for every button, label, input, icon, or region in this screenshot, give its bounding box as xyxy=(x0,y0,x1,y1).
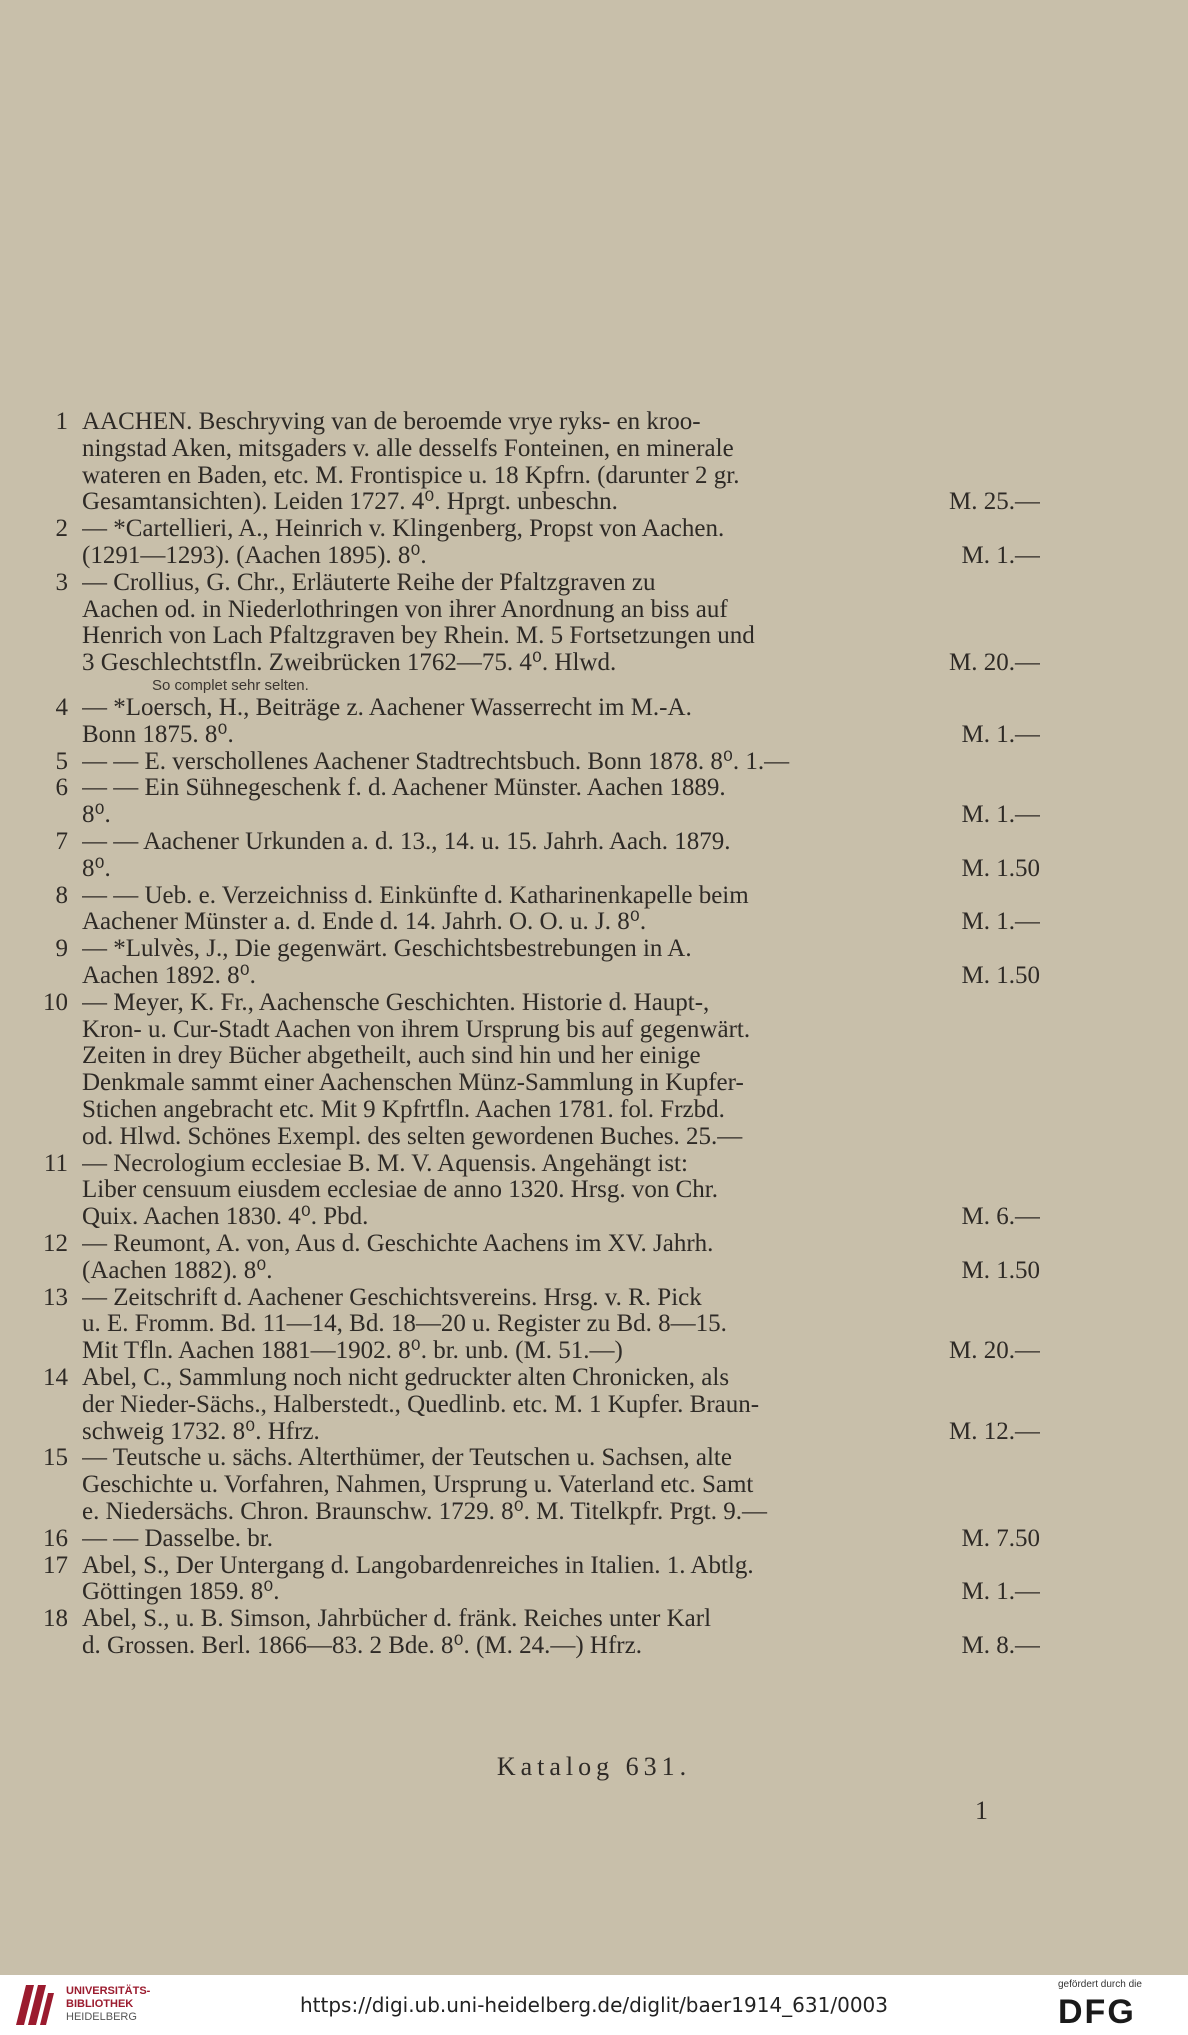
entry-text: Abel, S., u. B. Simson, Jahrbücher d. fränk. Reiches unter Karl xyxy=(82,1605,712,1633)
entry-line xyxy=(82,1418,1040,1445)
entry-price: M. 12.— xyxy=(949,1417,1040,1445)
entry-line xyxy=(82,1632,1040,1659)
entry-number: 12 xyxy=(43,1230,68,1257)
entry-number: 6 xyxy=(55,774,68,802)
entry-line xyxy=(82,622,1040,649)
entry-line xyxy=(82,989,1040,1016)
entry-price: M. 1.50 xyxy=(961,961,1040,989)
entry-text: AACHEN. Beschryving van de beroemde vrye ryks- en kroo- xyxy=(82,408,701,435)
entry-line xyxy=(82,908,1040,935)
entry-price: M. 7.50 xyxy=(961,1524,1040,1552)
entry-text: — *Loersch, H., Beiträge z. Aachener Wasserrecht im M.-A. xyxy=(82,694,692,721)
sponsor-caption: gefördert durch die xyxy=(1058,1979,1142,1990)
entry-text: — Necrologium ecclesiae B. M. V. Aquensis. Angehängt ist: xyxy=(82,1149,688,1177)
entry-text: Henrich von Lach Pfaltzgraven bey Rhein. M. 5 Fortsetzungen und xyxy=(82,622,755,650)
entry-line xyxy=(82,694,1040,721)
entry-line xyxy=(82,408,1040,435)
entry-text: — — Aachener Urkunden a. d. 13., 14. u. 15. Jahrh. Aach. 1879. xyxy=(82,828,731,855)
entry-line xyxy=(82,1123,1040,1150)
entry-price: M. 1.50 xyxy=(961,854,1040,882)
entry-price: M. 1.— xyxy=(961,1578,1040,1606)
entry-line xyxy=(82,542,1040,569)
entry-text: schweig 1732. 8⁰. Hfrz. xyxy=(82,1417,320,1445)
entry-line xyxy=(82,462,1040,489)
entry-text: Aachen 1892. 8⁰. xyxy=(82,961,256,989)
library-name-line3: HEIDELBERG xyxy=(66,2011,137,2023)
entry-line xyxy=(82,828,1040,855)
entry-text: — *Lulvès, J., Die gegenwärt. Geschichtsbestrebungen in A. xyxy=(82,935,692,963)
permalink-url[interactable]: https://digi.ub.uni-heidelberg.de/diglit/baer1914_631/0003 xyxy=(300,1993,888,2017)
entry-line xyxy=(82,1230,1040,1257)
entry-text: e. Niedersächs. Chron. Braunschw. 1729. 8⁰. M. Titelkpfr. Prgt. 9.— xyxy=(82,1497,767,1525)
entry-number: 18 xyxy=(43,1605,68,1633)
entry-line xyxy=(82,1552,1040,1579)
entry-text: 8⁰. xyxy=(82,801,111,829)
entry-text: Stichen angebracht etc. Mit 9 Kpfrtfln. Aachen 1781. fol. Frzbd. xyxy=(82,1095,725,1123)
entry-text: Kron- u. Cur-Stadt Aachen von ihrem Ursprung bis auf gegenwärt. xyxy=(82,1015,751,1043)
entry-line xyxy=(82,1578,1040,1605)
entry-text: Abel, C., Sammlung noch nicht gedruckter alten Chronicken, als xyxy=(82,1364,730,1391)
entry-text: der Nieder-Sächs., Halberstedt., Quedlinb. etc. M. 1 Kupfer. Braun- xyxy=(82,1390,760,1418)
entry-text: — — Ein Sühnegeschenk f. d. Aachener Münster. Aachen 1889. xyxy=(82,774,726,802)
entry-number: 1 xyxy=(55,408,68,435)
entry-text: d. Grossen. Berl. 1866—83. 2 Bde. 8⁰. (M. 24.—) Hfrz. xyxy=(82,1631,642,1659)
entry-text: ningstad Aken, mitsgaders v. alle desselfs Fonteinen, en minerale xyxy=(82,434,734,462)
entry-line xyxy=(82,1150,1040,1177)
entry-line xyxy=(82,801,1040,828)
entry-line xyxy=(82,774,1040,801)
entry-text: — Crollius, G. Chr., Erläuterte Reihe der Pfaltzgraven zu xyxy=(82,568,656,596)
entry-line xyxy=(82,1203,1040,1230)
entry-number: 13 xyxy=(43,1283,68,1311)
entry-text: — — E. verschollenes Aachener Stadtrechtsbuch. Bonn 1878. 8⁰. 1.— xyxy=(82,747,790,775)
entry-line xyxy=(82,1444,1040,1471)
entry-line xyxy=(82,882,1040,909)
entry-number: 7 xyxy=(55,828,68,855)
entry-line xyxy=(82,1364,1040,1391)
entry-text: — Meyer, K. Fr., Aachensche Geschichten. Historie d. Haupt-, xyxy=(82,988,710,1016)
entry-line xyxy=(82,596,1040,623)
library-name-line2: BIBLIOTHEK xyxy=(66,1998,134,2010)
entry-price: M. 25.— xyxy=(949,488,1040,516)
entry-text: — Teutsche u. sächs. Alterthümer, der Teutschen u. Sachsen, alte xyxy=(82,1444,732,1472)
entry-number: 11 xyxy=(43,1149,68,1177)
entry-price: M. 20.— xyxy=(949,649,1040,677)
entry-text: — Zeitschrift d. Aachener Geschichtsvereins. Hrsg. v. R. Pick xyxy=(82,1283,702,1311)
entry-text: Abel, S., Der Untergang d. Langobardenreiches in Italien. 1. Abtlg. xyxy=(82,1551,754,1579)
entry-text: (Aachen 1882). 8⁰. xyxy=(82,1256,273,1284)
entry-number: 5 xyxy=(55,747,68,775)
entry-price: M. 20.— xyxy=(949,1337,1040,1365)
entry-text: Mit Tfln. Aachen 1881—1902. 8⁰. br. unb. (M. 51.—) xyxy=(82,1337,623,1365)
entry-text: Bonn 1875. 8⁰. xyxy=(82,720,234,748)
entry-line xyxy=(82,748,1040,775)
entry-price: M. 1.— xyxy=(961,908,1040,936)
entry-line xyxy=(82,1257,1040,1284)
entry-number: 4 xyxy=(55,694,68,721)
entry-line xyxy=(82,855,1040,882)
entry-text: — *Cartellieri, A., Heinrich v. Klingenberg, Propst von Aachen. xyxy=(82,515,725,543)
entry-line xyxy=(82,515,1040,542)
entry-line xyxy=(82,1391,1040,1418)
entry-line xyxy=(82,1176,1040,1203)
entry-number: 8 xyxy=(55,881,68,909)
entry-line xyxy=(82,1096,1040,1123)
entry-line xyxy=(82,1016,1040,1043)
entry-price: M. 1.— xyxy=(961,541,1040,569)
entry-text: Aachen od. in Niederlothringen von ihrer Anordnung an biss auf xyxy=(82,595,728,623)
dfg-logo[interactable]: DFG xyxy=(1058,1993,1136,2031)
catalog-title: Katalog 631. xyxy=(496,1752,692,1781)
entry-line xyxy=(82,962,1040,989)
entry-text: Geschichte u. Vorfahren, Nahmen, Ursprung u. Vaterland etc. Samt xyxy=(82,1471,754,1499)
entry-number: 17 xyxy=(43,1551,68,1579)
entry-text: u. E. Fromm. Bd. 11—14, Bd. 18—20 u. Register zu Bd. 8—15. xyxy=(82,1310,727,1338)
entry-price: M. 6.— xyxy=(961,1203,1040,1231)
entry-text: — Reumont, A. von, Aus d. Geschichte Aachens im XV. Jahrh. xyxy=(82,1230,714,1257)
entry-line xyxy=(82,935,1040,962)
entry-line xyxy=(82,1337,1040,1364)
page-number: 1 xyxy=(975,1796,988,1825)
entry-text: Liber censuum eiusdem ecclesiae de anno 1320. Hrsg. von Chr. xyxy=(82,1176,718,1204)
entry-note: So complet sehr selten. xyxy=(152,676,309,694)
entry-text: 8⁰. xyxy=(82,854,111,882)
entry-price: M. 8.— xyxy=(961,1631,1040,1659)
entry-number: 15 xyxy=(43,1444,68,1472)
entry-text: od. Hlwd. Schönes Exempl. des selten gewordenen Buches. 25.— xyxy=(82,1122,743,1150)
entry-text: — — Ueb. e. Verzeichniss d. Einkünfte d. Katharinenkapelle beim xyxy=(82,881,749,909)
entry-price: M. 1.— xyxy=(961,720,1040,748)
entry-text: Gesamtansichten). Leiden 1727. 4⁰. Hprgt. unbeschn. xyxy=(82,488,618,516)
entry-number: 2 xyxy=(55,515,68,543)
entry-line xyxy=(82,1069,1040,1096)
entry-number: 9 xyxy=(55,935,68,963)
entry-line xyxy=(82,1284,1040,1311)
entry-number: 16 xyxy=(43,1524,68,1552)
entry-line xyxy=(82,1310,1040,1337)
entry-text: wateren en Baden, etc. M. Frontispice u. 18 Kpfrn. (darunter 2 gr. xyxy=(82,461,740,489)
entry-price: M. 1.— xyxy=(961,801,1040,829)
entry-text: Quix. Aachen 1830. 4⁰. Pbd. xyxy=(82,1203,369,1231)
entry-text: — — Dasselbe. br. xyxy=(82,1524,273,1552)
entry-text: Zeiten in drey Bücher abgetheilt, auch sind hin und her einige xyxy=(82,1042,701,1070)
entry-text: (1291—1293). (Aachen 1895). 8⁰. xyxy=(82,541,427,569)
entry-price: M. 1.50 xyxy=(961,1256,1040,1284)
entry-line xyxy=(82,435,1040,462)
entry-line xyxy=(82,1605,1040,1632)
entry-line xyxy=(82,721,1040,748)
entry-text: Aachener Münster a. d. Ende d. 14. Jahrh. O. O. u. J. 8⁰. xyxy=(82,908,647,936)
entry-line xyxy=(82,488,1040,515)
entry-number: 14 xyxy=(43,1364,68,1391)
entry-line xyxy=(82,1042,1040,1069)
entry-text: Denkmale sammt einer Aachenschen Münz-Sammlung in Kupfer- xyxy=(82,1069,744,1097)
entry-line xyxy=(82,1498,1040,1525)
entry-line xyxy=(82,1525,1040,1552)
viewer-footer-bar xyxy=(0,1975,1188,2035)
entry-line xyxy=(82,1471,1040,1498)
entry-text: Göttingen 1859. 8⁰. xyxy=(82,1578,280,1606)
entry-text: 3 Geschlechtstfln. Zweibrücken 1762—75. 4⁰. Hlwd. xyxy=(82,649,617,677)
entry-line xyxy=(82,569,1040,596)
entry-number: 3 xyxy=(55,568,68,596)
library-name-line1: UNIVERSITÄTS- xyxy=(66,1985,151,1997)
entry-number: 10 xyxy=(43,988,68,1016)
